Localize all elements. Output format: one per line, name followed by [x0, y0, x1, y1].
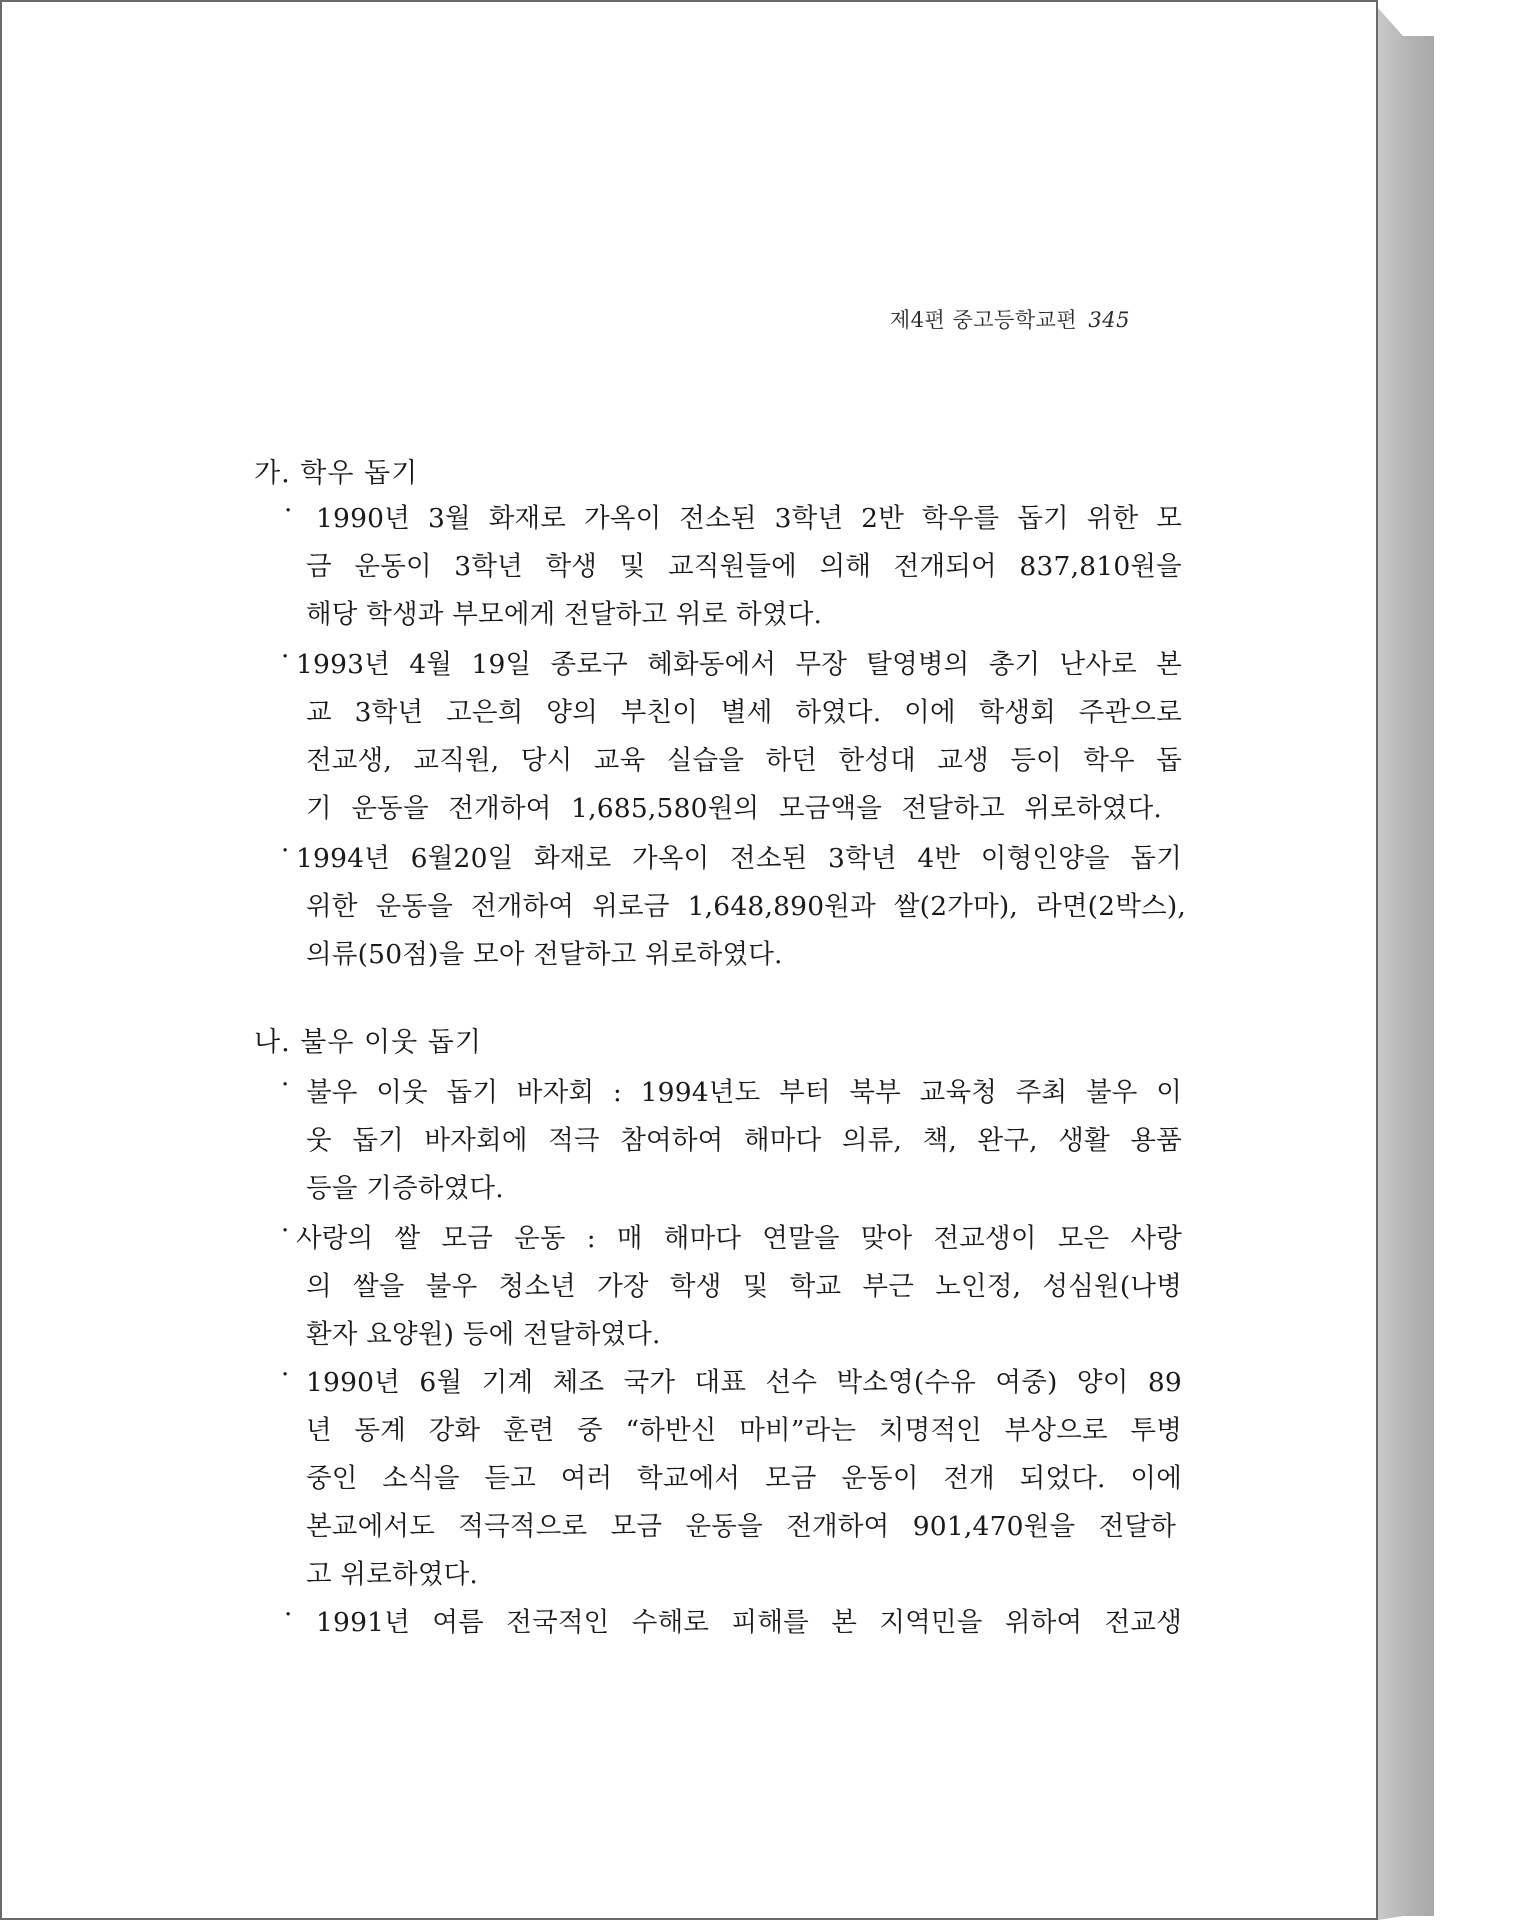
- text-line: 고 위로하였다.: [306, 1559, 479, 1590]
- bullet: ·: [281, 1216, 290, 1246]
- text-line: 금 운동이 3학년 학생 및 교직원들에 의해 전개되어 837,810원을: [306, 551, 1182, 582]
- page-stack-edge: [1378, 8, 1434, 1920]
- running-head-title: 제4편 중고등학교편: [889, 308, 1078, 332]
- text-line: 교 3학년 고은희 양의 부친이 별세 하였다. 이에 학생회 주관으로: [306, 697, 1182, 728]
- text-line: 위한 운동을 전개하여 위로금 1,648,890원과 쌀(2가마), 라면(2박스),: [306, 891, 1186, 922]
- running-head: [890, 304, 1130, 334]
- text-line: 등을 기증하였다.: [306, 1173, 504, 1204]
- text-line: 전교생, 교직원, 당시 교육 실습을 하던 한성대 교생 등이 학우 돕: [306, 745, 1182, 776]
- text-line: 의 쌀을 불우 청소년 가장 학생 및 학교 부근 노인정, 성심원(나병: [306, 1271, 1182, 1302]
- text-line: 1993년 4월 19일 종로구 혜화동에서 무장 탈영병의 총기 난사로 본: [296, 649, 1182, 680]
- section-heading-na: 나. 불우 이웃 돕기: [254, 1027, 482, 1058]
- text-line: 해당 학생과 부모에게 전달하고 위로 하였다.: [306, 599, 823, 630]
- text-line: 1990년 3월 화재로 가옥이 전소된 3학년 2반 학우를 돕기 위한 모: [316, 503, 1182, 534]
- page-number: 345: [1088, 308, 1130, 332]
- bullet: ·: [281, 836, 290, 866]
- bullet: ·: [284, 496, 293, 526]
- bullet: ·: [281, 642, 290, 672]
- bullet: ·: [284, 1600, 293, 1630]
- text-line: 기 운동을 전개하여 1,685,580원의 모금액을 전달하고 위로하였다.: [306, 793, 1162, 824]
- bullet: ·: [281, 1360, 290, 1390]
- text-line: 1994년 6월20일 화재로 가옥이 전소된 3학년 4반 이형인양을 돕기: [296, 843, 1182, 874]
- text-line: 의류(50점)을 모아 전달하고 위로하였다.: [306, 939, 783, 970]
- text-line: 본교에서도 적극적으로 모금 운동을 전개하여 901,470원을 전달하: [306, 1511, 1176, 1542]
- text-line: 1990년 6월 기계 체조 국가 대표 선수 박소영(수유 여중) 양이 89: [306, 1367, 1182, 1398]
- text-line: 불우 이웃 돕기 바자회 : 1994년도 부터 북부 교육청 주최 불우 이: [306, 1077, 1182, 1108]
- text-line: 중인 소식을 듣고 여러 학교에서 모금 운동이 전개 되었다. 이에: [306, 1463, 1182, 1494]
- text-line: 1991년 여름 전국적인 수해로 피해를 본 지역민을 위하여 전교생: [316, 1607, 1182, 1638]
- bullet: ·: [281, 1070, 290, 1100]
- text-line: 사랑의 쌀 모금 운동 : 매 해마다 연말을 맞아 전교생이 모은 사랑: [296, 1223, 1182, 1254]
- text-line: 년 동계 강화 훈련 중 “하반신 마비”라는 치명적인 부상으로 투병: [306, 1415, 1182, 1446]
- section-heading-ga: 가. 학우 돕기: [254, 458, 419, 489]
- text-line: 웃 돕기 바자회에 적극 참여하여 해마다 의류, 책, 완구, 생활 용품: [306, 1125, 1182, 1156]
- text-line: 환자 요양원) 등에 전달하였다.: [306, 1319, 661, 1350]
